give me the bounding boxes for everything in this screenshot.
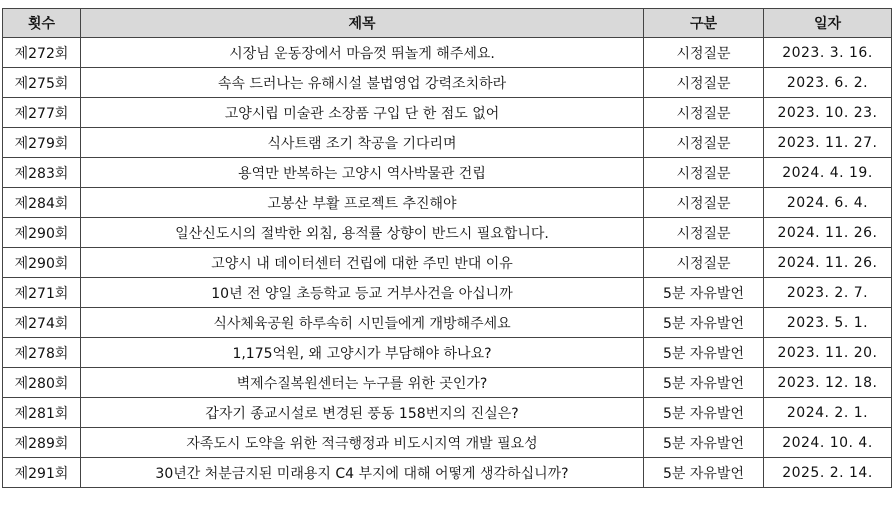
row-date: 2023. 11. 27.: [764, 128, 892, 158]
row-title: 일산신도시의 절박한 외침, 용적률 상향이 반드시 필요합니다.: [81, 218, 644, 248]
row-category: 시정질문: [644, 188, 764, 218]
table-row: [3, 428, 892, 458]
row-category: 5분 자유발언: [644, 368, 764, 398]
row-number: 제279회: [3, 128, 81, 158]
table-row: [3, 98, 892, 128]
row-number: 제274회: [3, 308, 81, 338]
row-number: 제284회: [3, 188, 81, 218]
header-date: 일자: [764, 9, 892, 38]
row-date: 2024. 2. 1.: [764, 398, 892, 428]
table-row: [3, 38, 892, 68]
table-body: [3, 38, 892, 488]
row-title: 10년 전 양일 초등학교 등교 거부사건을 아십니까: [81, 278, 644, 308]
row-title: 벽제수질복원센터는 누구를 위한 곳인가?: [81, 368, 644, 398]
row-number: 제283회: [3, 158, 81, 188]
row-title: 고양시립 미술관 소장품 구입 단 한 점도 없어: [81, 98, 644, 128]
row-title: 고양시 내 데이터센터 건립에 대한 주민 반대 이유: [81, 248, 644, 278]
table-row: [3, 458, 892, 488]
row-date: 2023. 12. 18.: [764, 368, 892, 398]
row-number: 제290회: [3, 218, 81, 248]
row-number: 제278회: [3, 338, 81, 368]
row-date: 2024. 4. 19.: [764, 158, 892, 188]
row-category: 5분 자유발언: [644, 308, 764, 338]
row-title: 속속 드러나는 유해시설 불법영업 강력조치하라: [81, 68, 644, 98]
row-date: 2024. 11. 26.: [764, 218, 892, 248]
row-title: 갑자기 종교시설로 변경된 풍동 158번지의 진실은?: [81, 398, 644, 428]
row-number: 제277회: [3, 98, 81, 128]
row-title: 시장님 운동장에서 마음껏 뛰놀게 해주세요.: [81, 38, 644, 68]
row-date: 2024. 6. 4.: [764, 188, 892, 218]
row-category: 시정질문: [644, 68, 764, 98]
table-row: [3, 278, 892, 308]
row-number: 제290회: [3, 248, 81, 278]
row-date: 2024. 11. 26.: [764, 248, 892, 278]
table-row: [3, 188, 892, 218]
header-number: 횟수: [3, 9, 81, 38]
row-number: 제289회: [3, 428, 81, 458]
row-title: 30년간 처분금지된 미래용지 C4 부지에 대해 어떻게 생각하십니까?: [81, 458, 644, 488]
row-number: 제275회: [3, 68, 81, 98]
row-category: 시정질문: [644, 248, 764, 278]
row-date: 2023. 5. 1.: [764, 308, 892, 338]
header-category: 구분: [644, 9, 764, 38]
table-header: [3, 9, 892, 38]
records-table: [2, 8, 892, 488]
table-row: [3, 158, 892, 188]
row-title: 식사트램 조기 착공을 기다리며: [81, 128, 644, 158]
row-number: 제291회: [3, 458, 81, 488]
row-title: 식사체육공원 하루속히 시민들에게 개방해주세요: [81, 308, 644, 338]
row-category: 5분 자유발언: [644, 338, 764, 368]
header-title: 제목: [81, 9, 644, 38]
table-row: [3, 128, 892, 158]
table-row: [3, 218, 892, 248]
row-category: 시정질문: [644, 38, 764, 68]
row-title: 용역만 반복하는 고양시 역사박물관 건립: [81, 158, 644, 188]
row-category: 시정질문: [644, 158, 764, 188]
row-category: 시정질문: [644, 128, 764, 158]
row-date: 2023. 3. 16.: [764, 38, 892, 68]
row-number: 제281회: [3, 398, 81, 428]
row-date: 2023. 6. 2.: [764, 68, 892, 98]
row-date: 2024. 10. 4.: [764, 428, 892, 458]
row-category: 5분 자유발언: [644, 458, 764, 488]
row-title: 자족도시 도약을 위한 적극행정과 비도시지역 개발 필요성: [81, 428, 644, 458]
row-category: 5분 자유발언: [644, 398, 764, 428]
header-row: [3, 9, 892, 38]
table-row: [3, 68, 892, 98]
row-category: 시정질문: [644, 218, 764, 248]
row-date: 2025. 2. 14.: [764, 458, 892, 488]
row-category: 5분 자유발언: [644, 428, 764, 458]
row-number: 제280회: [3, 368, 81, 398]
table-row: [3, 338, 892, 368]
row-category: 5분 자유발언: [644, 278, 764, 308]
table-row: [3, 398, 892, 428]
row-title: 고봉산 부활 프로젝트 추진해야: [81, 188, 644, 218]
row-date: 2023. 10. 23.: [764, 98, 892, 128]
row-number: 제271회: [3, 278, 81, 308]
row-category: 시정질문: [644, 98, 764, 128]
row-date: 2023. 11. 20.: [764, 338, 892, 368]
row-date: 2023. 2. 7.: [764, 278, 892, 308]
table-row: [3, 248, 892, 278]
row-title: 1,175억원, 왜 고양시가 부담해야 하나요?: [81, 338, 644, 368]
table-row: [3, 308, 892, 338]
table-row: [3, 368, 892, 398]
row-number: 제272회: [3, 38, 81, 68]
